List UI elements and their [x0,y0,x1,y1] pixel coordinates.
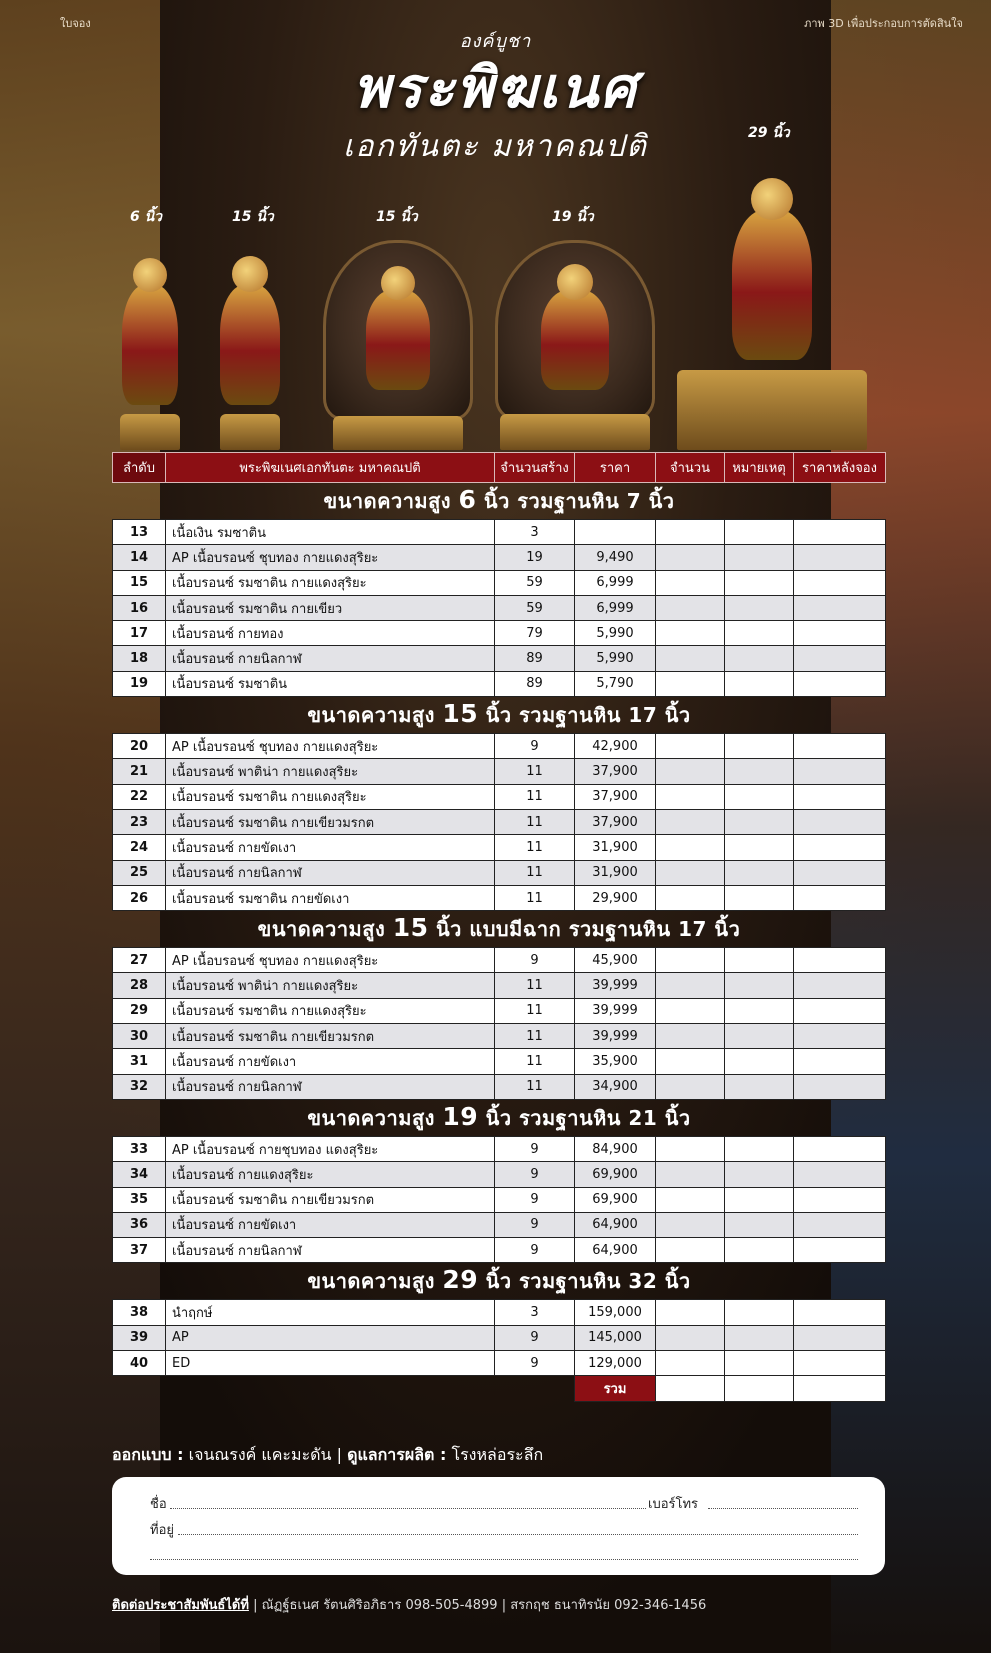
row-price: 37,900 [575,784,656,809]
row-price: 35,900 [575,1049,656,1074]
row-number: 16 [113,595,166,620]
table-row [113,1049,886,1074]
section-height: 19 [442,1101,479,1131]
title-main: พระพิฆเนศ [353,55,638,121]
row-number: 31 [113,1049,166,1074]
section-heading [113,911,886,948]
row-note-input[interactable] [725,646,794,671]
section-title-prefix: ขนาดความสูง [323,489,452,513]
row-after-price-input[interactable] [794,784,886,809]
design-label: ออกแบบ : [112,1445,184,1464]
row-after-price-input[interactable] [794,809,886,834]
row-after-price-input[interactable] [794,860,886,885]
row-after-price-input[interactable] [794,1049,886,1074]
row-price: 39,999 [575,998,656,1023]
row-number: 29 [113,998,166,1023]
table-row [113,885,886,910]
row-edition: 11 [495,1049,575,1074]
table-row [113,621,886,646]
row-price: 69,900 [575,1187,656,1212]
row-after-price-input[interactable] [794,835,886,860]
row-edition: 11 [495,784,575,809]
row-note-input[interactable] [725,1074,794,1099]
row-number: 14 [113,545,166,570]
statue-15-inch-image [200,240,300,450]
contact-person-1: ณัฏฐ์ธเนศ รัตนศิริอภิธาร [261,1598,402,1613]
row-item-name: เนื้อบรอนซ์ รมซาติน กายแดงสุริยะ [166,784,495,809]
row-item-name: เนื้อบรอนซ์ กายขัดเงา [166,1212,495,1237]
row-quantity-input[interactable] [656,809,725,834]
address-label: ที่อยู่ [150,1523,174,1538]
credits [112,1443,543,1468]
row-price: 42,900 [575,734,656,759]
row-quantity-input[interactable] [656,520,725,545]
row-after-price-input[interactable] [794,734,886,759]
row-edition: 11 [495,860,575,885]
row-item-name: เนื้อบรอนซ์ รมซาติน กายเขียวมรกต [166,809,495,834]
section-title-prefix: ขนาดความสูง [307,1105,435,1130]
row-after-price-input[interactable] [794,759,886,784]
table-row [113,1024,886,1049]
contact-label: ติดต่อประชาสัมพันธ์ได้ที่ [112,1598,249,1613]
title-block [0,26,991,170]
row-number: 26 [113,885,166,910]
row-note-input[interactable] [725,545,794,570]
row-note-input[interactable] [725,570,794,595]
row-edition: 9 [495,1325,575,1350]
row-note-input[interactable] [725,1351,794,1376]
row-item-name: AP เนื้อบรอนซ์ ชุบทอง กายแดงสุริยะ [166,948,495,973]
row-edition: 9 [495,1238,575,1263]
row-edition: 11 [495,835,575,860]
row-item-name: เนื้อบรอนซ์ รมซาติน กายขัดเงา [166,885,495,910]
row-edition: 9 [495,734,575,759]
row-note-input[interactable] [725,1187,794,1212]
row-quantity-input[interactable] [656,1212,725,1237]
section-height: 29 [442,1265,479,1295]
table-row [113,860,886,885]
row-after-price-input[interactable] [794,595,886,620]
section-heading [113,697,886,734]
row-after-price-input[interactable] [794,1238,886,1263]
row-item-name: เนื้อบรอนซ์ พาติน่า กายแดงสุริยะ [166,759,495,784]
section-title-suffix: นิ้ว รวมฐานหิน 32 นิ้ว [485,1269,691,1294]
row-quantity-input[interactable] [656,1049,725,1074]
row-edition: 89 [495,671,575,696]
credits-divider: | [336,1445,348,1464]
row-quantity-input[interactable] [656,1074,725,1099]
row-edition: 9 [495,1351,575,1376]
table-row [113,734,886,759]
row-note-input[interactable] [725,621,794,646]
row-quantity-input[interactable] [656,1187,725,1212]
table-row [113,809,886,834]
header-price: ราคา [575,453,656,483]
row-quantity-input[interactable] [656,1238,725,1263]
table-row [113,998,886,1023]
row-after-price-input[interactable] [794,1187,886,1212]
table-row [113,1136,886,1161]
statue-6-inch-image [100,240,200,450]
row-number: 17 [113,621,166,646]
row-price: 64,900 [575,1212,656,1237]
row-price: 5,990 [575,646,656,671]
row-item-name: นำฤกษ์ [166,1300,495,1325]
row-quantity-input[interactable] [656,885,725,910]
row-price: 5,990 [575,621,656,646]
section-heading [113,1263,886,1300]
row-quantity-input[interactable] [656,860,725,885]
table-row [113,835,886,860]
row-edition: 3 [495,1300,575,1325]
row-price: 31,900 [575,860,656,885]
row-price: 31,900 [575,835,656,860]
row-after-price-input[interactable] [794,1024,886,1049]
row-price: 6,999 [575,570,656,595]
row-item-name: เนื้อบรอนซ์ รมซาติน กายเขียว [166,595,495,620]
price-table [112,452,886,1402]
row-quantity-input[interactable] [656,835,725,860]
header-note: หมายเหตุ [725,453,794,483]
row-edition: 11 [495,885,575,910]
row-note-input[interactable] [725,948,794,973]
row-quantity-input[interactable] [656,1300,725,1325]
row-item-name: AP เนื้อบรอนซ์ กายชุบทอง แดงสุริยะ [166,1136,495,1161]
row-quantity-input[interactable] [656,545,725,570]
corner-label-right: ภาพ 3D เพื่อประกอบการตัดสินใจ [804,17,963,30]
header-edition: จำนวนสร้าง [495,453,575,483]
row-quantity-input[interactable] [656,759,725,784]
section-height: 15 [442,699,479,729]
row-item-name: เนื้อบรอนซ์ กายขัดเงา [166,1049,495,1074]
table-row [113,570,886,595]
row-item-name: เนื้อบรอนซ์ กายนิลกาฬ [166,646,495,671]
row-quantity-input[interactable] [656,1351,725,1376]
row-edition: 9 [495,1212,575,1237]
row-item-name: ED [166,1351,495,1376]
row-note-input[interactable] [725,835,794,860]
row-edition: 89 [495,646,575,671]
row-quantity-input[interactable] [656,570,725,595]
row-note-input[interactable] [725,998,794,1023]
row-note-input[interactable] [725,784,794,809]
table-row [113,1162,886,1187]
row-note-input[interactable] [725,1325,794,1350]
row-number: 39 [113,1325,166,1350]
row-number: 20 [113,734,166,759]
row-item-name: เนื้อบรอนซ์ รมซาติน กายเขียวมรกต [166,1024,495,1049]
contact-person-2: สรกฤช ธนาทิรนัย [510,1598,611,1613]
row-item-name: AP [166,1325,495,1350]
row-item-name: เนื้อบรอนซ์ รมซาติน กายแดงสุริยะ [166,570,495,595]
size-label-6: 6 นิ้ว [130,209,163,225]
row-item-name: เนื้อบรอนซ์ กายแดงสุริยะ [166,1162,495,1187]
table-row [113,1351,886,1376]
row-edition: 9 [495,1136,575,1161]
row-item-name: เนื้อบรอนซ์ กายทอง [166,621,495,646]
row-price: 45,900 [575,948,656,973]
row-edition: 9 [495,948,575,973]
row-after-price-input[interactable] [794,545,886,570]
row-edition: 9 [495,1162,575,1187]
title-small: องค์บูชา [459,31,532,52]
row-number: 13 [113,520,166,545]
row-after-price-input[interactable] [794,1351,886,1376]
row-quantity-input[interactable] [656,734,725,759]
row-note-input[interactable] [725,734,794,759]
statue-15-inch-framed-image [318,230,478,450]
table-row [113,520,886,545]
row-after-price-input[interactable] [794,1136,886,1161]
table-row [113,1187,886,1212]
table-row [113,759,886,784]
row-edition: 59 [495,570,575,595]
row-edition: 11 [495,809,575,834]
row-number: 25 [113,860,166,885]
row-number: 27 [113,948,166,973]
header-item: พระพิฆเนศเอกทันตะ มหาคณปติ [166,453,495,483]
row-quantity-input[interactable] [656,1162,725,1187]
row-after-price-input[interactable] [794,1325,886,1350]
table-row [113,1238,886,1263]
row-note-input[interactable] [725,809,794,834]
row-number: 24 [113,835,166,860]
row-number: 34 [113,1162,166,1187]
row-price: 39,999 [575,973,656,998]
header-order: ลำดับ [113,453,166,483]
row-after-price-input[interactable] [794,1074,886,1099]
section-title-suffix: นิ้ว รวมฐานหิน 17 นิ้ว [485,703,691,728]
row-edition: 19 [495,545,575,570]
section-heading [113,1099,886,1136]
row-after-price-input[interactable] [794,621,886,646]
table-row [113,784,886,809]
row-price: 39,999 [575,1024,656,1049]
header-quantity: จำนวน [656,453,725,483]
row-item-name: เนื้อบรอนซ์ กายนิลกาฬ [166,1238,495,1263]
row-number: 32 [113,1074,166,1099]
row-note-input[interactable] [725,1212,794,1237]
row-price: 64,900 [575,1238,656,1263]
row-after-price-input[interactable] [794,885,886,910]
production-value: โรงหล่อระลึก [451,1445,544,1464]
row-number: 28 [113,973,166,998]
row-note-input[interactable] [725,1024,794,1049]
row-after-price-input[interactable] [794,646,886,671]
row-quantity-input[interactable] [656,973,725,998]
address-field[interactable] [178,1534,858,1535]
section-height: 6 [458,485,477,514]
table-row [113,1074,886,1099]
row-price: 84,900 [575,1136,656,1161]
row-price: 29,900 [575,885,656,910]
section-title-suffix: นิ้ว รวมฐานหิน 21 นิ้ว [485,1105,691,1130]
name-label: ชื่อ [150,1497,167,1512]
row-note-input[interactable] [725,595,794,620]
row-item-name: เนื้อบรอนซ์ รมซาติน กายเขียวมรกต [166,1187,495,1212]
section-heading [113,483,886,520]
row-item-name: เนื้อบรอนซ์ กายนิลกาฬ [166,1074,495,1099]
row-note-input[interactable] [725,520,794,545]
total-after-price-input[interactable] [794,1376,886,1402]
row-number: 18 [113,646,166,671]
contact-phone-2: 092-346-1456 [614,1598,707,1613]
row-item-name: เนื้อบรอนซ์ กายขัดเงา [166,835,495,860]
table-row [113,671,886,696]
row-quantity-input[interactable] [656,948,725,973]
row-note-input[interactable] [725,1162,794,1187]
row-number: 33 [113,1136,166,1161]
design-value: เจนณรงค์ แคะมะดัน [188,1445,332,1464]
section-title-suffix: นิ้ว รวมฐานหิน 7 นิ้ว [483,489,675,513]
row-edition: 11 [495,1024,575,1049]
total-quantity-input[interactable] [656,1376,725,1402]
production-label: ดูแลการผลิต : [347,1445,447,1464]
row-number: 21 [113,759,166,784]
contact-phone-1: 098-505-4899 [405,1598,498,1613]
statue-29-inch-image [672,150,872,450]
row-quantity-input[interactable] [656,1325,725,1350]
row-price: 6,999 [575,595,656,620]
row-item-name: เนื้อบรอนซ์ รมซาติน [166,671,495,696]
table-row [113,1325,886,1350]
row-quantity-input[interactable] [656,621,725,646]
row-after-price-input[interactable] [794,570,886,595]
row-quantity-input[interactable] [656,784,725,809]
section-title-prefix: ขนาดความสูง [257,917,386,942]
row-note-input[interactable] [725,1136,794,1161]
name-field[interactable] [170,1508,646,1509]
row-number: 23 [113,809,166,834]
row-quantity-input[interactable] [656,671,725,696]
row-quantity-input[interactable] [656,1024,725,1049]
row-note-input[interactable] [725,973,794,998]
row-price: 37,900 [575,759,656,784]
row-price: 69,900 [575,1162,656,1187]
table-row [113,646,886,671]
row-number: 35 [113,1187,166,1212]
section-height: 15 [392,913,429,943]
table-row [113,595,886,620]
row-note-input[interactable] [725,1300,794,1325]
row-price: 5,790 [575,671,656,696]
table-row [113,973,886,998]
row-after-price-input[interactable] [794,520,886,545]
row-number: 15 [113,570,166,595]
address-field-line-2[interactable] [150,1559,858,1560]
section-title-prefix: ขนาดความสูง [307,1269,435,1294]
row-edition: 11 [495,759,575,784]
table-row [113,1300,886,1325]
size-label-15-b: 15 นิ้ว [376,209,418,225]
row-after-price-input[interactable] [794,973,886,998]
row-price: 129,000 [575,1351,656,1376]
row-after-price-input[interactable] [794,1212,886,1237]
row-after-price-input[interactable] [794,671,886,696]
size-label-29: 29 นิ้ว [748,125,790,141]
row-after-price-input[interactable] [794,1162,886,1187]
section-title-prefix: ขนาดความสูง [307,703,435,728]
title-sub: เอกทันตะ มหาคณปติ [343,129,648,164]
row-quantity-input[interactable] [656,646,725,671]
total-row [113,1376,886,1402]
total-label: รวม [575,1376,656,1402]
row-quantity-input[interactable] [656,998,725,1023]
row-item-name: เนื้อบรอนซ์ พาติน่า กายแดงสุริยะ [166,973,495,998]
row-price: 34,900 [575,1074,656,1099]
row-price: 159,000 [575,1300,656,1325]
row-note-input[interactable] [725,885,794,910]
row-after-price-input[interactable] [794,998,886,1023]
row-note-input[interactable] [725,1049,794,1074]
phone-label: เบอร์โทร [648,1497,699,1512]
table-row [113,1212,886,1237]
phone-field[interactable] [708,1508,858,1509]
row-item-name: เนื้อบรอนซ์ กายนิลกาฬ [166,860,495,885]
table-row [113,948,886,973]
row-edition: 3 [495,520,575,545]
statue-19-inch-image [490,230,660,450]
row-number: 22 [113,784,166,809]
row-number: 37 [113,1238,166,1263]
row-number: 19 [113,671,166,696]
row-number: 36 [113,1212,166,1237]
row-edition: 79 [495,621,575,646]
row-number: 30 [113,1024,166,1049]
row-price: 145,000 [575,1325,656,1350]
corner-label-left: ใบจอง [60,17,91,30]
table-header [113,453,886,483]
section-title-suffix: นิ้ว แบบมีฉาก รวมฐานหิน 17 นิ้ว [435,917,741,942]
row-note-input[interactable] [725,860,794,885]
row-item-name: เนื้อเงิน รมซาติน [166,520,495,545]
row-quantity-input[interactable] [656,595,725,620]
table-row [113,545,886,570]
size-label-19: 19 นิ้ว [552,209,594,225]
row-item-name: เนื้อบรอนซ์ รมซาติน กายแดงสุริยะ [166,998,495,1023]
row-price: 37,900 [575,809,656,834]
row-edition: 11 [495,998,575,1023]
contact-info: ติดต่อประชาสัมพันธ์ได้ที่ | ณัฏฐ์ธเนศ รัตนศิริอภิธาร 098-505-4899 | สรกฤช ธนาทิรนัย 092-346-1456 [112,1598,707,1613]
row-note-input[interactable] [725,671,794,696]
row-edition: 9 [495,1187,575,1212]
size-label-15-a: 15 นิ้ว [232,209,274,225]
row-quantity-input[interactable] [656,1136,725,1161]
row-price [575,520,656,545]
order-form [112,1477,885,1575]
row-number: 38 [113,1300,166,1325]
header-after-price: ราคาหลังจอง [794,453,886,483]
total-note-input[interactable] [725,1376,794,1402]
row-item-name: AP เนื้อบรอนซ์ ชุบทอง กายแดงสุริยะ [166,545,495,570]
row-edition: 11 [495,973,575,998]
row-note-input[interactable] [725,1238,794,1263]
row-edition: 59 [495,595,575,620]
row-edition: 11 [495,1074,575,1099]
row-after-price-input[interactable] [794,948,886,973]
row-number: 40 [113,1351,166,1376]
row-note-input[interactable] [725,759,794,784]
row-item-name: AP เนื้อบรอนซ์ ชุบทอง กายแดงสุริยะ [166,734,495,759]
row-after-price-input[interactable] [794,1300,886,1325]
row-price: 9,490 [575,545,656,570]
